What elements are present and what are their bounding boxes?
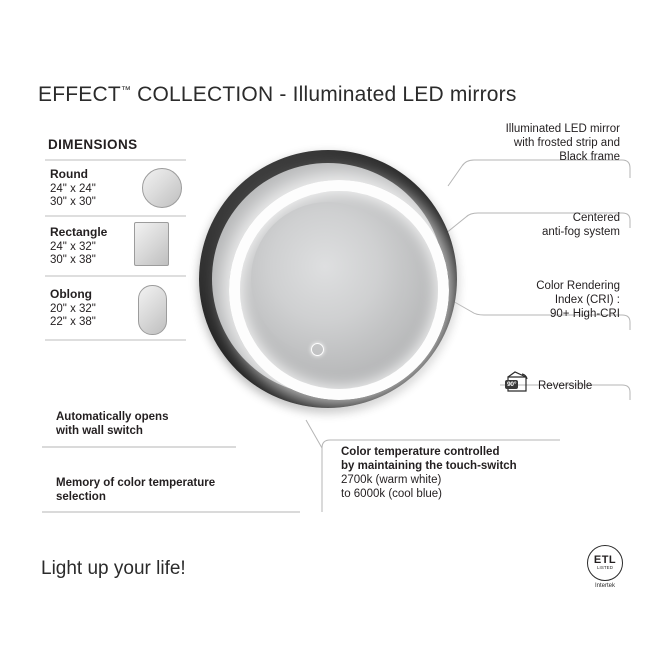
oblong-shape-icon xyxy=(138,285,167,335)
callout-antifog xyxy=(420,211,620,239)
trademark-symbol: ™ xyxy=(120,85,132,96)
callout-line: Color temperature controlled xyxy=(341,446,500,458)
callout-line: Illuminated LED mirror xyxy=(505,123,620,135)
dimension-size-2: 30" x 30" xyxy=(50,196,96,208)
callout-line: Color Rendering xyxy=(536,280,620,292)
callout-memory xyxy=(56,476,316,504)
dimension-size-1: 20" x 32" xyxy=(50,302,96,315)
callout-color-temperature xyxy=(341,445,601,501)
round-shape-icon xyxy=(142,168,182,208)
reversible-rotate-icon xyxy=(504,371,530,393)
led-mirror-illustration xyxy=(199,150,457,408)
dimension-item-rectangle xyxy=(50,226,107,268)
callout-line: Memory of color temperature xyxy=(56,477,216,489)
callout-line: to 6000k (cool blue) xyxy=(341,488,443,500)
footer-tagline: Light up your life! xyxy=(41,558,186,579)
etl-caption: Intertek xyxy=(594,583,615,589)
dimension-item-oblong xyxy=(50,288,96,330)
reversible-angle-badge: 90° xyxy=(507,381,517,388)
callout-line: with wall switch xyxy=(56,425,143,437)
dimension-size-1: 24" x 24" xyxy=(50,182,96,195)
callout-line: selection xyxy=(56,491,106,503)
callout-line: Centered xyxy=(572,212,620,224)
page-title xyxy=(38,83,517,107)
callout-line: Reversible xyxy=(538,380,593,392)
dimension-name: Rectangle xyxy=(50,225,108,239)
dimension-size-2: 30" x 38" xyxy=(50,254,96,266)
dimension-name: Round xyxy=(50,167,88,181)
dimension-item-round xyxy=(50,168,96,210)
callout-line: Black frame xyxy=(559,151,620,163)
callout-reversible xyxy=(538,379,628,393)
callout-line: by maintaining the touch-switch xyxy=(341,460,517,472)
etl-mark-text: ETL xyxy=(593,554,617,566)
callout-line: 90+ High-CRI xyxy=(550,308,620,320)
callout-line: Index (CRI) : xyxy=(554,294,620,306)
touch-switch-icon[interactable] xyxy=(311,343,324,356)
mirror-inner-surface xyxy=(251,202,405,356)
page-title-collection: EFFECT xyxy=(38,83,121,106)
dimension-size-2: 22" x 38" xyxy=(50,316,96,328)
callout-line: 2700k (warm white) xyxy=(341,474,442,486)
callout-line: Automatically opens xyxy=(56,411,169,423)
page-title-rest: COLLECTION - Illuminated LED mirrors xyxy=(131,83,517,106)
callout-mirror-frame xyxy=(400,122,620,164)
etl-certification-mark xyxy=(583,545,627,589)
callout-cri xyxy=(420,279,620,321)
callout-line: with frosted strip and xyxy=(513,137,620,149)
callout-wall-switch xyxy=(56,410,266,438)
dimensions-heading: DIMENSIONS xyxy=(48,137,138,152)
rectangle-shape-icon xyxy=(134,222,169,266)
dimension-size-1: 24" x 32" xyxy=(50,240,96,253)
etl-listed-text: LISTED xyxy=(597,565,613,570)
dimension-name: Oblong xyxy=(50,287,92,301)
callout-line: anti-fog system xyxy=(542,226,620,238)
